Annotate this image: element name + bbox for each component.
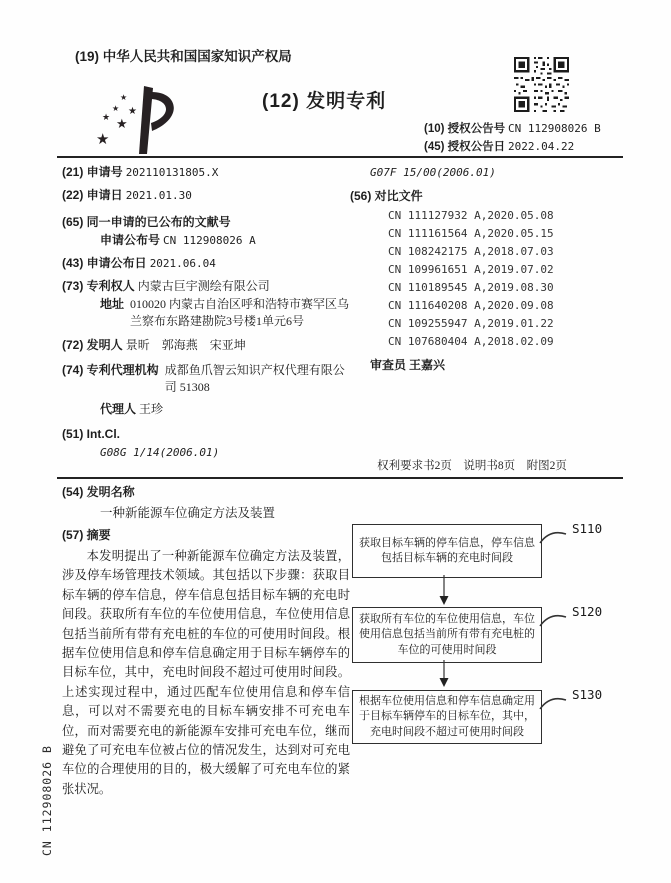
citation-item: CN 109961651 A,2019.07.02 [388, 263, 554, 276]
grant-date-label: (45) 授权公告日 [424, 141, 506, 153]
flow-step-box-s120: 获取所有车位的车位使用信息，车位使用信息包括当前所有带有充电桩的车位的可使用时间段 [352, 607, 542, 663]
intcl-class-1: G08G 1/14(2006.01) [100, 446, 220, 459]
connector-curve-s110 [538, 527, 568, 545]
intcl-label: (51) Int.Cl. [62, 427, 121, 441]
address-row [62, 296, 350, 330]
grant-number-label: (10) 授权公告号 [424, 123, 506, 135]
agency-value: 成都鱼爪智云知识产权代理有限公司 51308 [164, 363, 345, 394]
examiner-label: 审查员 [370, 358, 407, 372]
grant-number-value: CN 112908026 B [508, 122, 601, 135]
filing-date-value: 2021.01.30 [125, 189, 192, 202]
intcl-class-2: G07F 15/00(2006.01) [370, 166, 496, 179]
agency-row [62, 362, 350, 396]
grant-date-row [424, 138, 601, 156]
inventors-value: 景昕 郭海燕 宋亚坤 [125, 338, 246, 352]
grant-date-value: 2022.04.22 [508, 140, 575, 153]
prior-publication-label: (65) 同一申请的已公布的文献号 [62, 215, 231, 229]
filing-date-label: (22) 申请日 [62, 188, 123, 202]
qr-code-icon [513, 57, 570, 112]
flow-arrow-down-icon [438, 660, 450, 688]
address-label: 地址 [100, 297, 125, 311]
svg-text:★: ★ [116, 116, 128, 131]
examiner-row [350, 357, 628, 374]
citation-item: CN 108242175 A,2018.07.03 [388, 245, 554, 258]
agency-label: (74) 专利代理机构 [62, 363, 159, 377]
vertical-doc-number: CN 112908026 B [40, 745, 54, 856]
examiner-value: 王嘉兴 [409, 358, 446, 372]
citation-item: CN 111161564 A,2020.05.15 [388, 227, 554, 240]
intcl-row [62, 426, 350, 443]
abstract-label: (57) 摘要 [62, 528, 111, 542]
prior-publication-number-value: CN 112908026 A [163, 234, 256, 247]
biblio-left-column [62, 164, 350, 467]
grant-number-row [424, 120, 601, 138]
inventors-label: (72) 发明人 [62, 338, 123, 352]
pages-note: 权利要求书2页 说明书8页 附图2页 [377, 460, 567, 472]
flow-arrow-down-icon [438, 575, 450, 606]
invention-title: 一种新能源车位确定方法及装置 [100, 506, 276, 520]
patentee-label: (73) 专利权人 [62, 279, 135, 293]
citation-item: CN 110189545 A,2019.08.30 [388, 281, 554, 294]
prior-publication-row [62, 214, 350, 231]
prior-publication-number-row [62, 232, 350, 249]
prior-publication-number-label: 申请公布号 [100, 233, 161, 247]
agent-label: 代理人 [100, 402, 137, 416]
connector-curve-s120 [538, 610, 568, 628]
publication-block [424, 120, 601, 156]
intcl-class-1-row [62, 444, 350, 461]
filing-date-row [62, 187, 350, 204]
address-value: 010020 内蒙古自治区呼和浩特市赛罕区乌兰察布东路建勘院3号楼1单元6号 [130, 297, 350, 328]
app-publication-date-label: (43) 申请公布日 [62, 256, 147, 270]
svg-text:★: ★ [120, 93, 128, 102]
step-label-s110: S110 [572, 521, 603, 536]
app-publication-date-row [62, 255, 350, 272]
agent-row [62, 401, 350, 418]
agent-value: 王珍 [139, 402, 164, 416]
step-label-s120: S120 [572, 604, 603, 619]
citation-item: CN 111640208 A,2020.09.08 [388, 299, 554, 312]
application-number-value: 202110131805.X [125, 166, 219, 179]
issuing-office: (19) 中华人民共和国国家知识产权局 [75, 49, 292, 64]
biblio-right-column [350, 164, 628, 374]
citation-item: CN 107680404 A,2018.02.09 [388, 335, 554, 348]
flow-step-box-s130: 根据车位使用信息和停车信息确定用于目标车辆停车的目标车位，其中，充电时间段不超过可使用时间段 [352, 690, 542, 744]
step-label-s130: S130 [572, 687, 603, 702]
references-label-row [350, 188, 628, 205]
patentee-value: 内蒙古巨宇测绘有限公司 [137, 279, 270, 293]
svg-text:★: ★ [96, 132, 110, 148]
section-divider [57, 477, 623, 479]
title-abstract-section [62, 484, 352, 799]
invention-title-label: (54) 发明名称 [62, 485, 135, 499]
flow-step-box-s110: 获取目标车辆的停车信息，停车信息包括目标车辆的充电时间段 [352, 524, 542, 578]
cnipa-patent-logo-icon [92, 84, 192, 160]
svg-text:★: ★ [112, 104, 120, 113]
references-label: (56) 对比文件 [350, 189, 423, 203]
app-publication-date-value: 2021.06.04 [149, 257, 216, 270]
patentee-row [62, 278, 350, 295]
flowchart-figure [340, 515, 660, 765]
inventors-row [62, 337, 350, 354]
svg-text:★: ★ [102, 112, 111, 122]
connector-curve-s130 [538, 693, 568, 711]
application-number-label: (21) 申请号 [62, 165, 123, 179]
abstract-text: 本发明提出了一种新能源车位确定方法及装置，涉及停车场管理技术领域。其包括以下步骤：获取目标车辆的停车信息，停车信息包括目标车辆的充电时间段。获取所有车位的车位使用信息，车位使用信息包括当前所有带有充电桩的车位的可使用时间段。根据车位使用信息和停车信息确定用于目标车辆停车的目标车位，其中，充电时间段不超过可使用时间段。上述实现过程中，通过匹配车位使用信息和停车信息，可以对不需要充电的目标车辆安排不可充电车位，而对需要充电的新能源车安排可充电车位，继而避免了可充电车位被占位的情况发生，达到对可充电车位的合理使用的目的，极大缓解了可充电车位的紧张状况。 [62, 549, 350, 796]
citations-list [388, 207, 628, 351]
intcl-class-2-row [350, 164, 628, 181]
document-kind-title: (12) 发明专利 [262, 91, 387, 112]
citation-item: CN 109255947 A,2019.01.22 [388, 317, 554, 330]
citation-item: CN 111127932 A,2020.05.08 [388, 209, 554, 222]
application-number-row [62, 164, 350, 181]
svg-text:★: ★ [128, 106, 137, 117]
header-divider [57, 156, 623, 158]
